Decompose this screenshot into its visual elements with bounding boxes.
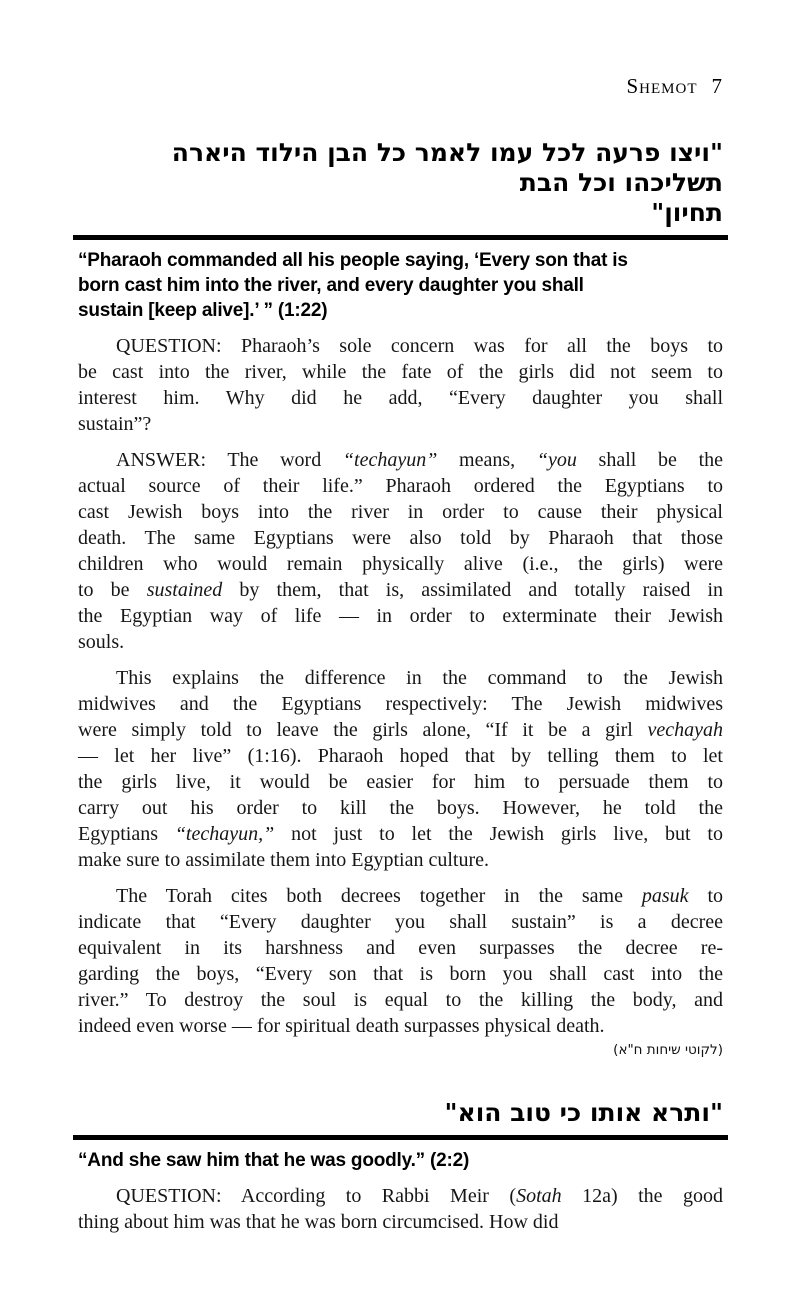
italic-term: pasuk: [641, 885, 689, 907]
body-line: death. The same Egyptians were also told by Pharaoh that those: [78, 527, 723, 549]
running-header: [78, 74, 723, 99]
body-line: cast Jewish boys into the river in order to cause their physical: [78, 501, 723, 523]
italic-term: “you: [536, 449, 577, 471]
body-line: ANSWER: The word “techayun” means, “you shall be the: [116, 449, 724, 471]
body-line: indicate that “Every daughter you shall sustain” is a decree: [78, 911, 723, 933]
body-line: QUESTION: According to Rabbi Meir (Sotah 12a) the good: [116, 1185, 723, 1207]
body-line: carry out his order to kill the boys. However, he told the: [78, 797, 723, 819]
body-line: Egyptians “techayun,” not just to let the Jewish girls live, but to: [78, 823, 723, 845]
body-line: thing about him was that he was born circumcised. How did: [78, 1211, 559, 1233]
italic-term: vechayah: [647, 719, 723, 741]
body-line: midwives and the Egyptians respectively: The Jewish midwives: [78, 693, 723, 715]
book-section: [78, 138, 723, 1059]
page-number: 7: [711, 74, 723, 98]
body-line: make sure to assimilate them into Egyptian culture.: [78, 849, 490, 871]
body-line: indeed even worse — for spiritual death surpasses physical death.: [78, 1015, 605, 1037]
section-divider-rule: [73, 235, 728, 240]
italic-term: Sotah: [516, 1185, 562, 1207]
body-line: QUESTION: Pharaoh’s sole concern was for all the boys to: [116, 335, 723, 357]
body-line: to be sustained by them, that is, assimilated and totally raised in: [78, 579, 724, 601]
source-citation: (לקוטי שיחות ח"א): [613, 1042, 723, 1058]
body-line: — let her live” (1:16). Pharaoh hoped that by telling them to let: [78, 745, 723, 767]
italic-term: sustained: [146, 579, 223, 601]
book-title: Shemot: [626, 74, 698, 98]
body-line: river.” To destroy the soul is equal to the killing the body, and: [78, 989, 723, 1011]
body-line: interest him. Why did he add, “Every daughter you shall: [78, 387, 723, 409]
english-translation-heading: “Pharaoh commanded all his people saying, ‘Every son that is born cast him into the river, and every daughter you shall sustain [keep alive].’ ” (1:22): [78, 250, 628, 321]
book-section: [78, 1098, 723, 1235]
body-paragraph: [78, 333, 723, 437]
body-paragraph: [78, 883, 723, 1039]
body-line: the girls live, it would be easier for him to persuade them to: [78, 771, 723, 793]
body-line: children who would remain physically alive (i.e., the girls) were: [78, 553, 723, 575]
body-line: were simply told to leave the girls alone, “If it be a girl vechayah: [78, 719, 723, 741]
hebrew-verse-heading: "ויצו פרעה לכל עמו לאמר כל הבן הילוד היארה תשליכהו וכל הבת תחיון": [171, 138, 723, 227]
body-paragraph: [78, 665, 723, 873]
body-line: The Torah cites both decrees together in the same pasuk to: [116, 885, 723, 907]
body-line: This explains the difference in the command to the Jewish: [116, 667, 723, 689]
italic-term: “techayun,”: [174, 823, 275, 845]
hebrew-verse-heading: "ותרא אותו כי טוב הוא": [444, 1098, 723, 1127]
body-line: equivalent in its harshness and even surpasses the decree re-: [78, 937, 723, 959]
body-line: the Egyptian way of life — in order to exterminate their Jewish: [78, 605, 723, 627]
body-line: sustain”?: [78, 413, 152, 435]
body-line: actual source of their life.” Pharaoh ordered the Egyptians to: [78, 475, 723, 497]
body-paragraph: [78, 1183, 723, 1235]
italic-term: “techayun”: [342, 449, 438, 471]
body-line: souls.: [78, 631, 125, 653]
sections-container: [78, 138, 723, 1235]
body-line: be cast into the river, while the fate of the girls did not seem to: [78, 361, 723, 383]
body-line: garding the boys, “Every son that is born you shall cast into the: [78, 963, 723, 985]
english-translation-heading: “And she saw him that he was goodly.” (2:2): [78, 1150, 470, 1171]
body-paragraph: [78, 447, 723, 655]
section-divider-rule: [73, 1135, 728, 1140]
